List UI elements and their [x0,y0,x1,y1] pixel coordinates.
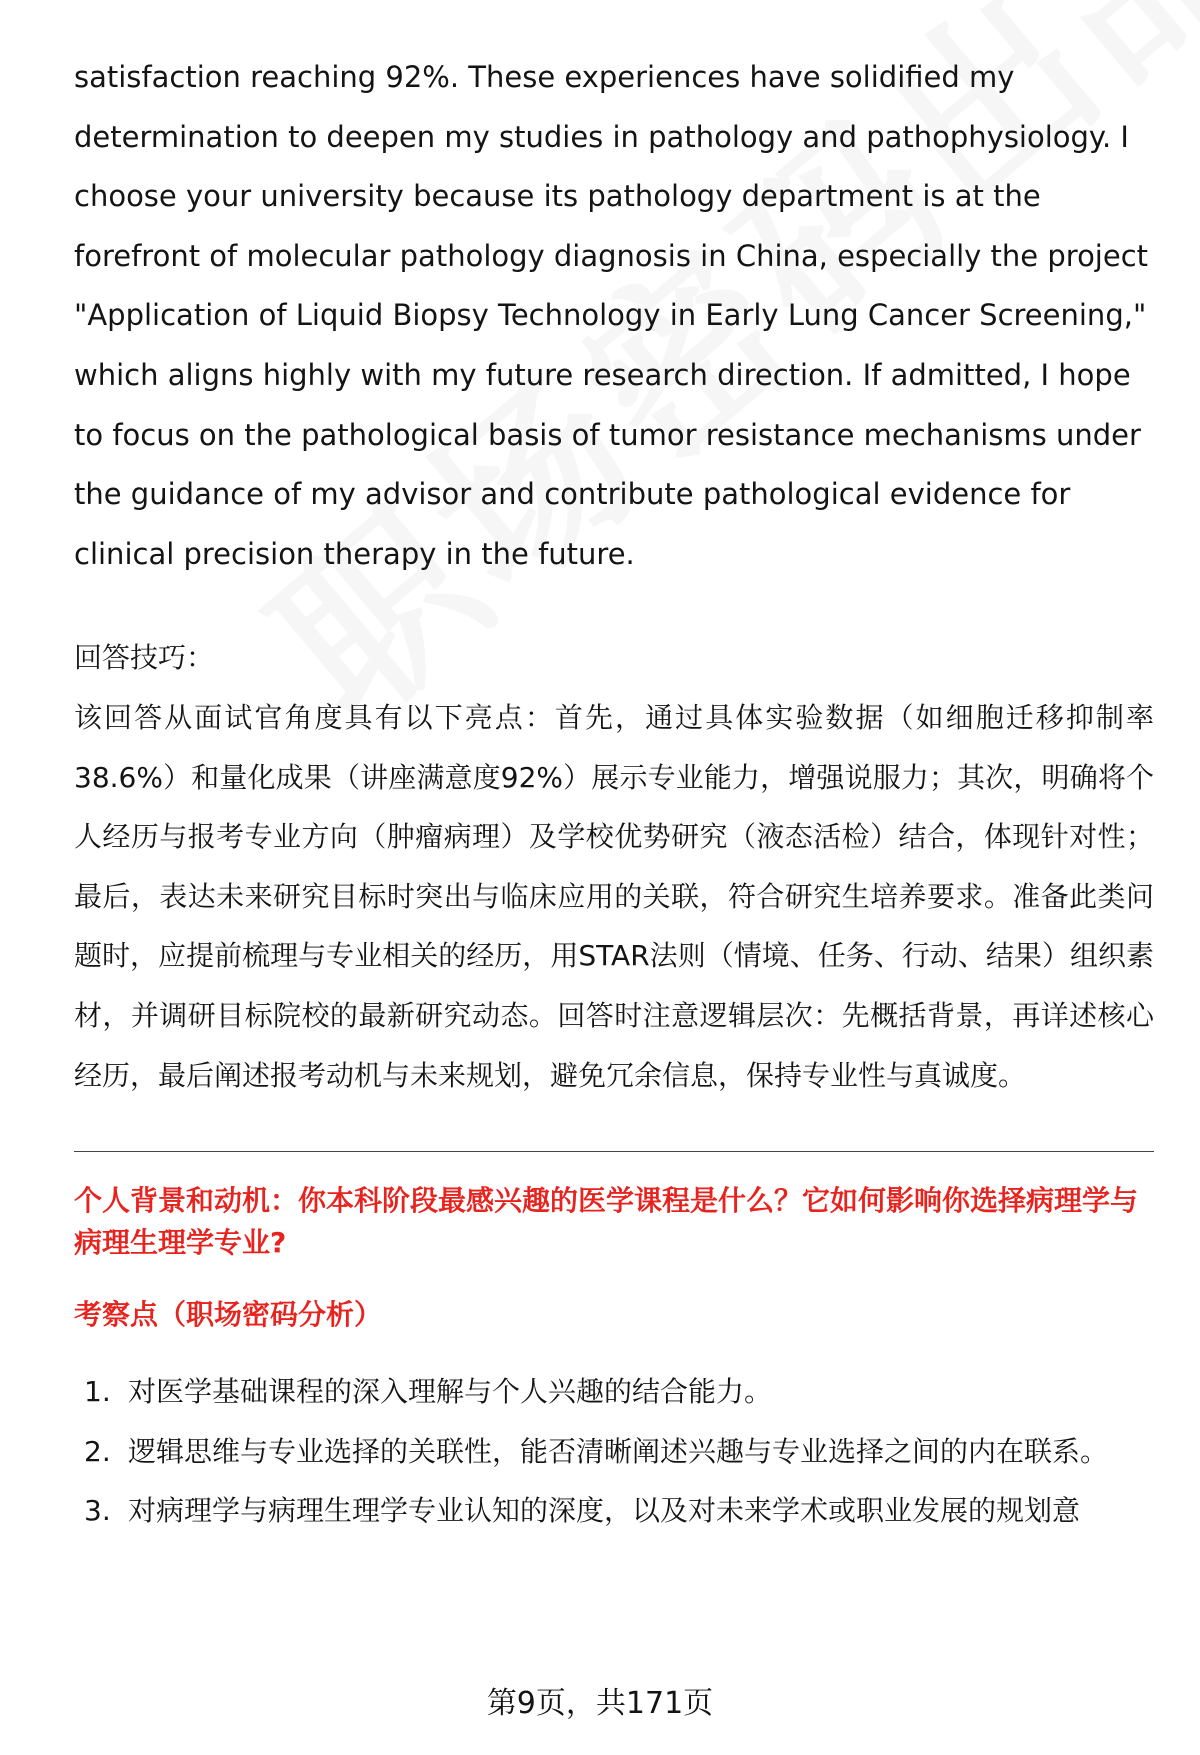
list-item-text: 对医学基础课程的深入理解与个人兴趣的结合能力。 [128,1375,773,1409]
list-number: 1. [84,1375,111,1409]
analysis-points-list [74,1362,1154,1541]
analysis-heading: 考察点（职场密码分析） [74,1298,383,1332]
list-number: 3. [84,1494,111,1528]
question-title: 个人背景和动机：你本科阶段最感兴趣的医学课程是什么？它如何影响你选择病理学与病理生理学专业? [74,1184,1139,1260]
list-number: 2. [84,1434,111,1468]
page-footer: 第9页，共171页 [486,1686,714,1721]
list-item [74,1481,1154,1541]
tips-body: 该回答从面试官角度具有以下亮点：首先，通过具体实验数据（如细胞迁移抑制率38.6%）和量化成果（讲座满意度92%）展示专业能力，增强说服力；其次，明确将个人经历与报考专业方向（肿瘤病理）及学校优势研究（液态活检）结合，体现针对性；最后，表达未来研究目标时突出与临床应用的关联，符合研究生培养要求。准备此类问题时，应提前梳理与专业相关的经历，用STAR法则（情境、任务、行动、结果）组织素材，并调研目标院校的最新研究动态。回答时注意逻辑层次：先概括背景，再详述核心经历，最后阐述报考动机与未来规划，避免冗余信息，保持专业性与真诚度。 [74,700,1154,1092]
list-item [74,1362,1154,1422]
english-answer-paragraph: satisfaction reaching 92%. These experiences have solidified my determination to deepen my studies in pathology and pathophysiology. I choose your university because its pathology department is at the forefront of molecular pathology diagnosis in China, especially the project "Application of Liquid Biopsy Technology in Early Lung Cancer Screening," which aligns highly with my future research direction. If admitted, I hope to focus on the pathological basis of tumor resistance mechanisms under the guidance of my advisor and contribute pathological evidence for clinical precision therapy in the future. [74,60,1149,571]
document-page [74,48,1154,1541]
list-item [74,1422,1154,1482]
list-item-text: 对病理学与病理生理学专业认知的深度，以及对未来学术或职业发展的规划意 [128,1494,1081,1528]
section-divider [74,1151,1154,1152]
tips-label: 回答技巧： [74,641,215,675]
list-item-text: 逻辑思维与专业选择的关联性，能否清晰阐述兴趣与专业选择之间的内在联系。 [128,1434,1109,1468]
